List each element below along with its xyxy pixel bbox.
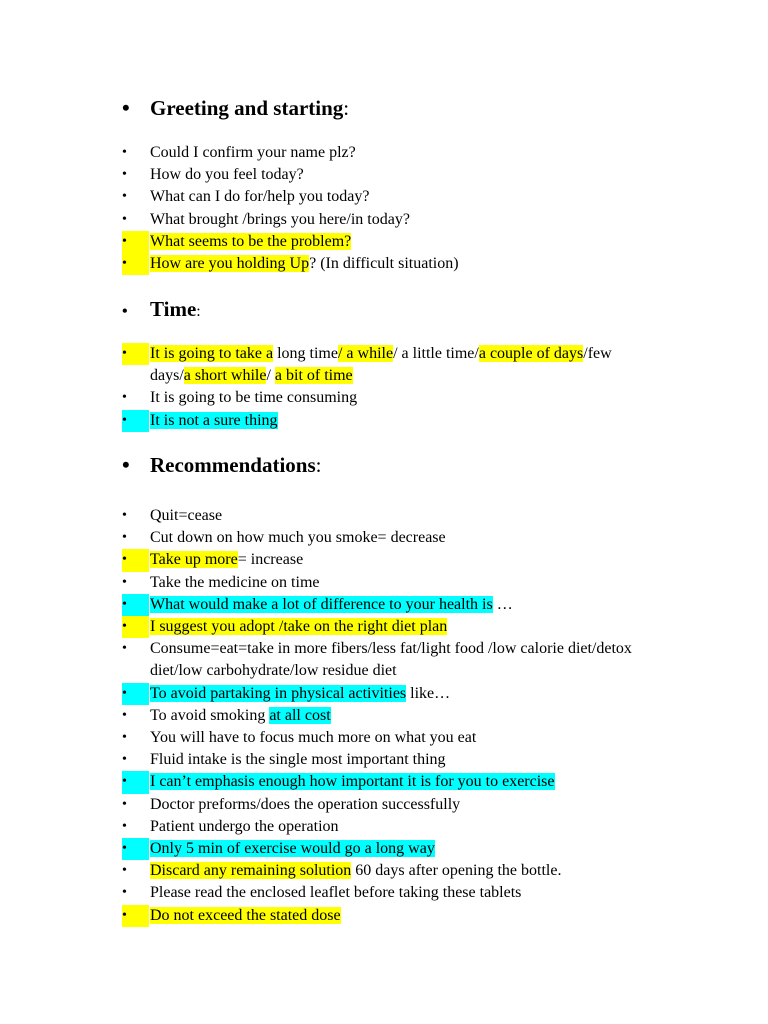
highlighted-text: Take up more bbox=[150, 551, 238, 569]
highlighted-text: Only 5 min of exercise would go a long way bbox=[150, 840, 435, 858]
list-item bbox=[122, 505, 640, 527]
item-text: /few days/ bbox=[150, 345, 612, 385]
list-item bbox=[122, 905, 640, 927]
highlighted-text: I suggest you adopt /take on the right diet plan bbox=[150, 618, 448, 636]
list-greeting bbox=[122, 142, 640, 275]
list-item bbox=[122, 771, 640, 793]
bullet: • bbox=[122, 508, 127, 523]
heading-bullet: • bbox=[122, 95, 130, 120]
item-text: / a little time/ bbox=[393, 345, 479, 362]
heading-bullet: • bbox=[122, 452, 130, 477]
highlighted-text: / a while bbox=[337, 345, 394, 362]
list-item bbox=[122, 794, 640, 816]
bullet: • bbox=[122, 771, 149, 793]
item-text: long time bbox=[273, 345, 338, 362]
list-item bbox=[122, 616, 640, 638]
bullet: • bbox=[122, 863, 127, 879]
bullet: • bbox=[122, 530, 127, 546]
item-text: To avoid smoking bbox=[150, 706, 270, 724]
bullet: • bbox=[122, 594, 149, 616]
highlighted-text: What would make a lot of difference to your health is bbox=[150, 595, 493, 613]
highlighted-text: It is going to take a bbox=[150, 345, 274, 362]
heading-colon: : bbox=[315, 453, 322, 477]
item-text: ? (In difficult situation) bbox=[309, 255, 459, 273]
heading-greeting bbox=[122, 94, 349, 122]
item-text: You will have to focus much more on what you eat bbox=[150, 729, 477, 747]
list-item bbox=[122, 164, 640, 186]
heading-bullet: • bbox=[122, 303, 128, 320]
bullet: • bbox=[122, 343, 149, 365]
item-text: / bbox=[266, 367, 275, 385]
item-text: like… bbox=[406, 684, 451, 702]
item-text: Doctor preforms/does the operation successfully bbox=[150, 795, 461, 813]
bullet: • bbox=[122, 683, 149, 705]
highlighted-text: Do not exceed the stated dose bbox=[150, 906, 341, 924]
item-text: Please read the enclosed leaflet before taking these tablets bbox=[150, 884, 522, 902]
heading-title: Time bbox=[150, 297, 197, 321]
item-text: What can I do for/help you today? bbox=[150, 188, 370, 206]
list-item bbox=[122, 838, 640, 860]
highlighted-text: at all cost bbox=[269, 706, 331, 724]
bullet: • bbox=[122, 796, 127, 812]
list-item bbox=[122, 594, 640, 616]
list-item bbox=[122, 387, 640, 409]
bullet: • bbox=[122, 211, 127, 227]
highlighted-text: a bit of time bbox=[274, 367, 353, 385]
item-text: Patient undergo the operation bbox=[150, 817, 339, 835]
bullet: • bbox=[122, 390, 127, 406]
heading-time bbox=[122, 295, 201, 326]
highlighted-text: How are you holding Up bbox=[150, 255, 310, 273]
item-text: … bbox=[492, 595, 513, 613]
bullet: • bbox=[122, 167, 127, 183]
heading-colon: : bbox=[196, 303, 201, 320]
list-item bbox=[122, 549, 640, 571]
list-item bbox=[122, 882, 640, 904]
highlighted-text: It is not a sure thing bbox=[150, 411, 278, 429]
highlighted-text: What seems to be the problem? bbox=[150, 232, 352, 250]
item-text: Take the medicine on time bbox=[150, 573, 320, 591]
bullet: • bbox=[122, 189, 127, 205]
bullet: • bbox=[122, 574, 127, 590]
list-time bbox=[122, 343, 640, 432]
bullet: • bbox=[122, 231, 149, 253]
item-text: Could I confirm your name plz? bbox=[150, 144, 356, 161]
item-text: What brought /brings you here/in today? bbox=[150, 210, 410, 228]
list-item bbox=[122, 572, 640, 594]
highlighted-text: a short while bbox=[183, 367, 267, 385]
item-text: = increase bbox=[237, 551, 304, 569]
bullet: • bbox=[122, 641, 127, 657]
item-text: Consume=eat=take in more fibers/less fat/light food /low calorie diet/detox diet/low carbohydrate/low residue diet bbox=[150, 640, 632, 680]
highlighted-text: To avoid partaking in physical activities bbox=[150, 684, 407, 702]
bullet: • bbox=[122, 410, 149, 432]
list-item bbox=[122, 209, 640, 231]
bullet: • bbox=[122, 616, 149, 638]
heading-title: Recommendations bbox=[150, 453, 316, 477]
list-item bbox=[122, 410, 640, 432]
heading-colon: : bbox=[343, 96, 350, 120]
heading-recommendations bbox=[122, 451, 322, 479]
list-item bbox=[122, 705, 640, 727]
item-text: Fluid intake is the single most important thing bbox=[150, 751, 446, 769]
bullet: • bbox=[122, 549, 149, 571]
bullet: • bbox=[122, 253, 149, 275]
list-item bbox=[122, 727, 640, 749]
item-text: How do you feel today? bbox=[150, 166, 304, 184]
highlighted-text: I can’t emphasis enough how important it is for you to exercise bbox=[150, 773, 555, 791]
list-item bbox=[122, 186, 640, 208]
item-text: Cut down on how much you smoke= decrease bbox=[150, 529, 446, 547]
bullet: • bbox=[122, 838, 149, 860]
list-item bbox=[122, 638, 640, 682]
highlighted-text: a couple of days bbox=[478, 345, 584, 362]
list-item bbox=[122, 231, 640, 253]
bullet: • bbox=[122, 752, 127, 768]
list-item bbox=[122, 683, 640, 705]
item-text: Quit=cease bbox=[150, 507, 223, 524]
list-item bbox=[122, 343, 640, 387]
list-item bbox=[122, 816, 640, 838]
bullet: • bbox=[122, 905, 149, 927]
list-item bbox=[122, 860, 640, 882]
bullet: • bbox=[122, 885, 127, 901]
item-text: It is going to be time consuming bbox=[150, 389, 358, 407]
list-item bbox=[122, 253, 640, 275]
bullet: • bbox=[122, 730, 127, 746]
heading-title: Greeting and starting bbox=[150, 96, 344, 120]
list-item bbox=[122, 749, 640, 771]
bullet: • bbox=[122, 707, 127, 723]
list-item bbox=[122, 527, 640, 549]
bullet: • bbox=[122, 145, 127, 160]
highlighted-text: Discard any remaining solution bbox=[150, 862, 352, 880]
list-item bbox=[122, 142, 640, 164]
list-recommendations bbox=[122, 505, 640, 927]
item-text: 60 days after opening the bottle. bbox=[351, 862, 562, 880]
bullet: • bbox=[122, 818, 127, 834]
